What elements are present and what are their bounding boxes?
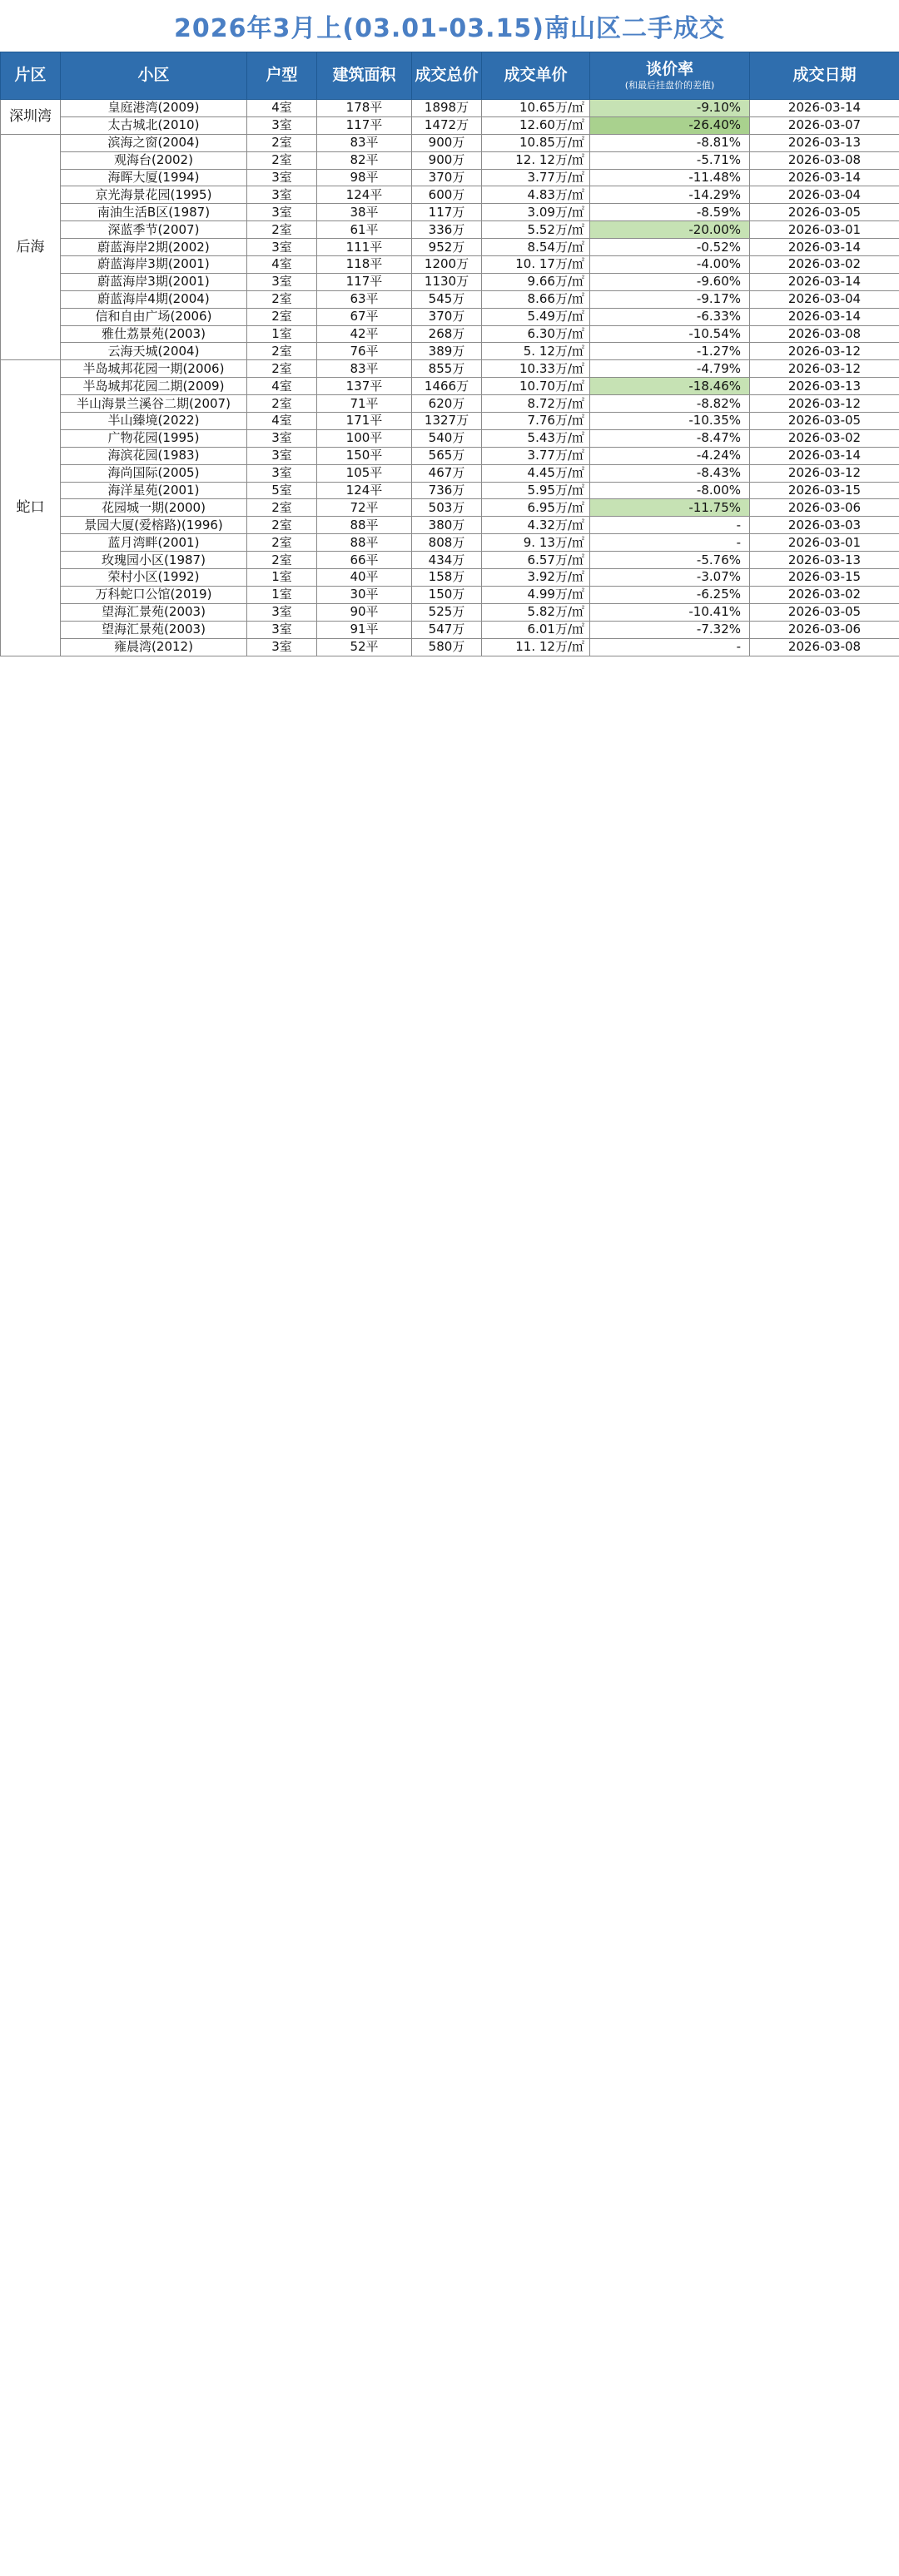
cell-discount: -9.10% <box>590 100 750 117</box>
cell-area: 蛇口 <box>1 360 61 656</box>
table-row <box>1 325 899 343</box>
cell-community: 花园城一期(2000) <box>61 499 247 517</box>
table-row <box>1 464 899 482</box>
header-discount-note: (和最后挂盘价的差值) <box>624 79 715 91</box>
header-area: 片区 <box>1 52 61 100</box>
cell-discount: -10.54% <box>590 325 750 343</box>
cell-community: 信和自由广场(2006) <box>61 308 247 325</box>
cell-total: 1130万 <box>412 273 482 290</box>
table-row <box>1 116 899 134</box>
header-rooms: 户型 <box>247 52 317 100</box>
table-row <box>1 447 899 464</box>
cell-total: 158万 <box>412 569 482 587</box>
cell-community: 半岛城邦花园二期(2009) <box>61 378 247 395</box>
header-date: 成交日期 <box>750 52 899 100</box>
cell-total: 736万 <box>412 482 482 499</box>
cell-unit: 4.32万/㎡ <box>482 517 590 534</box>
cell-rooms: 3室 <box>247 116 317 134</box>
cell-community: 南油生活B区(1987) <box>61 204 247 221</box>
table-row <box>1 586 899 603</box>
cell-discount: -9.17% <box>590 290 750 308</box>
cell-total: 389万 <box>412 343 482 360</box>
table-row <box>1 569 899 587</box>
cell-date: 2026-03-02 <box>750 429 899 447</box>
cell-community: 蔚蓝海岸3期(2001) <box>61 256 247 274</box>
cell-date: 2026-03-01 <box>750 221 899 239</box>
cell-date: 2026-03-08 <box>750 325 899 343</box>
cell-date: 2026-03-13 <box>750 552 899 569</box>
cell-rooms: 3室 <box>247 186 317 204</box>
cell-size: 38平 <box>317 204 412 221</box>
cell-community: 京光海景花园(1995) <box>61 186 247 204</box>
cell-date: 2026-03-07 <box>750 116 899 134</box>
table-row <box>1 204 899 221</box>
table-row <box>1 517 899 534</box>
cell-size: 117平 <box>317 273 412 290</box>
cell-total: 525万 <box>412 603 482 621</box>
table-row <box>1 395 899 413</box>
cell-unit: 5.95万/㎡ <box>482 482 590 499</box>
cell-discount: -18.46% <box>590 378 750 395</box>
cell-date: 2026-03-14 <box>750 100 899 117</box>
cell-size: 117平 <box>317 116 412 134</box>
cell-rooms: 1室 <box>247 586 317 603</box>
cell-total: 600万 <box>412 186 482 204</box>
cell-total: 268万 <box>412 325 482 343</box>
cell-rooms: 2室 <box>247 360 317 378</box>
cell-discount: -4.79% <box>590 360 750 378</box>
table-row <box>1 134 899 151</box>
cell-size: 82平 <box>317 151 412 169</box>
cell-unit: 4.45万/㎡ <box>482 464 590 482</box>
cell-date: 2026-03-14 <box>750 273 899 290</box>
cell-total: 565万 <box>412 447 482 464</box>
cell-size: 67平 <box>317 308 412 325</box>
cell-total: 467万 <box>412 464 482 482</box>
cell-unit: 8.66万/㎡ <box>482 290 590 308</box>
cell-size: 178平 <box>317 100 412 117</box>
cell-unit: 4.83万/㎡ <box>482 186 590 204</box>
table-row <box>1 360 899 378</box>
cell-discount: - <box>590 517 750 534</box>
cell-discount: -8.59% <box>590 204 750 221</box>
table-row <box>1 499 899 517</box>
cell-size: 111平 <box>317 239 412 256</box>
cell-size: 105平 <box>317 464 412 482</box>
cell-community: 深蓝季节(2007) <box>61 221 247 239</box>
cell-unit: 10.65万/㎡ <box>482 100 590 117</box>
cell-rooms: 2室 <box>247 221 317 239</box>
cell-discount: -11.48% <box>590 169 750 186</box>
cell-community: 半山臻境(2022) <box>61 413 247 430</box>
cell-rooms: 4室 <box>247 100 317 117</box>
cell-total: 808万 <box>412 534 482 552</box>
cell-discount: -4.24% <box>590 447 750 464</box>
cell-community: 玫瑰园小区(1987) <box>61 552 247 569</box>
table-row <box>1 621 899 638</box>
cell-unit: 3.92万/㎡ <box>482 569 590 587</box>
cell-rooms: 2室 <box>247 552 317 569</box>
cell-total: 1327万 <box>412 413 482 430</box>
cell-discount: -14.29% <box>590 186 750 204</box>
cell-rooms: 3室 <box>247 603 317 621</box>
table-row <box>1 552 899 569</box>
cell-total: 380万 <box>412 517 482 534</box>
cell-community: 太古城北(2010) <box>61 116 247 134</box>
cell-date: 2026-03-12 <box>750 395 899 413</box>
cell-discount: -8.00% <box>590 482 750 499</box>
cell-unit: 8.54万/㎡ <box>482 239 590 256</box>
cell-total: 580万 <box>412 638 482 656</box>
cell-rooms: 1室 <box>247 569 317 587</box>
cell-size: 100平 <box>317 429 412 447</box>
cell-discount: -5.71% <box>590 151 750 169</box>
table-row <box>1 273 899 290</box>
cell-discount: -8.43% <box>590 464 750 482</box>
cell-date: 2026-03-06 <box>750 621 899 638</box>
cell-unit: 10.33万/㎡ <box>482 360 590 378</box>
table-row <box>1 100 899 117</box>
cell-size: 52平 <box>317 638 412 656</box>
cell-unit: 5.43万/㎡ <box>482 429 590 447</box>
cell-community: 海洋星苑(2001) <box>61 482 247 499</box>
cell-date: 2026-03-15 <box>750 569 899 587</box>
cell-unit: 7.76万/㎡ <box>482 413 590 430</box>
cell-total: 900万 <box>412 134 482 151</box>
cell-rooms: 2室 <box>247 534 317 552</box>
cell-date: 2026-03-04 <box>750 290 899 308</box>
cell-discount: -8.47% <box>590 429 750 447</box>
cell-community: 荣村小区(1992) <box>61 569 247 587</box>
cell-community: 半山海景兰溪谷二期(2007) <box>61 395 247 413</box>
cell-rooms: 3室 <box>247 638 317 656</box>
cell-discount: -6.25% <box>590 586 750 603</box>
cell-unit: 3.77万/㎡ <box>482 447 590 464</box>
cell-size: 118平 <box>317 256 412 274</box>
cell-size: 61平 <box>317 221 412 239</box>
cell-total: 503万 <box>412 499 482 517</box>
cell-discount: -4.00% <box>590 256 750 274</box>
header-total: 成交总价 <box>412 52 482 100</box>
cell-size: 42平 <box>317 325 412 343</box>
cell-total: 952万 <box>412 239 482 256</box>
cell-unit: 12.60万/㎡ <box>482 116 590 134</box>
cell-rooms: 2室 <box>247 499 317 517</box>
cell-size: 71平 <box>317 395 412 413</box>
cell-size: 90平 <box>317 603 412 621</box>
cell-community: 海滨花园(1983) <box>61 447 247 464</box>
cell-total: 900万 <box>412 151 482 169</box>
cell-total: 370万 <box>412 308 482 325</box>
cell-community: 蓝月湾畔(2001) <box>61 534 247 552</box>
cell-rooms: 2室 <box>247 517 317 534</box>
cell-total: 150万 <box>412 586 482 603</box>
cell-size: 88平 <box>317 517 412 534</box>
cell-date: 2026-03-02 <box>750 586 899 603</box>
cell-discount: -20.00% <box>590 221 750 239</box>
cell-unit: 11. 12万/㎡ <box>482 638 590 656</box>
cell-unit: 6.30万/㎡ <box>482 325 590 343</box>
cell-rooms: 3室 <box>247 464 317 482</box>
cell-total: 1466万 <box>412 378 482 395</box>
cell-date: 2026-03-12 <box>750 360 899 378</box>
cell-area: 深圳湾 <box>1 100 61 135</box>
cell-rooms: 3室 <box>247 621 317 638</box>
cell-community: 蔚蓝海岸4期(2004) <box>61 290 247 308</box>
cell-date: 2026-03-12 <box>750 464 899 482</box>
cell-discount: -1.27% <box>590 343 750 360</box>
cell-rooms: 3室 <box>247 447 317 464</box>
table-row <box>1 221 899 239</box>
cell-rooms: 2室 <box>247 343 317 360</box>
cell-total: 545万 <box>412 290 482 308</box>
table-row <box>1 638 899 656</box>
cell-unit: 6.57万/㎡ <box>482 552 590 569</box>
cell-total: 336万 <box>412 221 482 239</box>
cell-unit: 8.72万/㎡ <box>482 395 590 413</box>
cell-size: 30平 <box>317 586 412 603</box>
cell-size: 88平 <box>317 534 412 552</box>
cell-discount: -5.76% <box>590 552 750 569</box>
cell-date: 2026-03-01 <box>750 534 899 552</box>
cell-rooms: 2室 <box>247 290 317 308</box>
cell-discount: -6.33% <box>590 308 750 325</box>
cell-rooms: 2室 <box>247 151 317 169</box>
cell-size: 83平 <box>317 134 412 151</box>
cell-total: 855万 <box>412 360 482 378</box>
cell-total: 370万 <box>412 169 482 186</box>
cell-community: 海晖大厦(1994) <box>61 169 247 186</box>
header-row <box>1 52 899 100</box>
cell-size: 76平 <box>317 343 412 360</box>
cell-unit: 9.66万/㎡ <box>482 273 590 290</box>
cell-rooms: 3室 <box>247 239 317 256</box>
cell-unit: 5.52万/㎡ <box>482 221 590 239</box>
cell-unit: 3.09万/㎡ <box>482 204 590 221</box>
cell-rooms: 2室 <box>247 308 317 325</box>
cell-unit: 10.70万/㎡ <box>482 378 590 395</box>
cell-total: 1200万 <box>412 256 482 274</box>
cell-total: 620万 <box>412 395 482 413</box>
cell-discount: - <box>590 534 750 552</box>
cell-size: 91平 <box>317 621 412 638</box>
cell-rooms: 4室 <box>247 378 317 395</box>
cell-date: 2026-03-04 <box>750 186 899 204</box>
cell-rooms: 4室 <box>247 413 317 430</box>
cell-date: 2026-03-13 <box>750 378 899 395</box>
cell-date: 2026-03-02 <box>750 256 899 274</box>
cell-date: 2026-03-05 <box>750 413 899 430</box>
cell-total: 547万 <box>412 621 482 638</box>
cell-unit: 10. 17万/㎡ <box>482 256 590 274</box>
cell-size: 137平 <box>317 378 412 395</box>
cell-community: 观海台(2002) <box>61 151 247 169</box>
cell-rooms: 2室 <box>247 395 317 413</box>
cell-rooms: 2室 <box>247 134 317 151</box>
cell-rooms: 5室 <box>247 482 317 499</box>
table-row <box>1 239 899 256</box>
table-row <box>1 378 899 395</box>
table-row <box>1 186 899 204</box>
cell-community: 蔚蓝海岸3期(2001) <box>61 273 247 290</box>
cell-date: 2026-03-13 <box>750 134 899 151</box>
table-row <box>1 343 899 360</box>
cell-size: 150平 <box>317 447 412 464</box>
cell-size: 83平 <box>317 360 412 378</box>
cell-size: 124平 <box>317 482 412 499</box>
cell-total: 434万 <box>412 552 482 569</box>
cell-date: 2026-03-05 <box>750 603 899 621</box>
cell-unit: 5. 12万/㎡ <box>482 343 590 360</box>
header-size: 建筑面积 <box>317 52 412 100</box>
cell-community: 海尚国际(2005) <box>61 464 247 482</box>
cell-date: 2026-03-15 <box>750 482 899 499</box>
cell-unit: 3.77万/㎡ <box>482 169 590 186</box>
table-row <box>1 603 899 621</box>
cell-discount: -10.41% <box>590 603 750 621</box>
cell-rooms: 1室 <box>247 325 317 343</box>
cell-size: 98平 <box>317 169 412 186</box>
table-row <box>1 256 899 274</box>
cell-community: 雍晨湾(2012) <box>61 638 247 656</box>
cell-discount: -26.40% <box>590 116 750 134</box>
cell-unit: 9. 13万/㎡ <box>482 534 590 552</box>
cell-community: 望海汇景苑(2003) <box>61 621 247 638</box>
cell-community: 云海天城(2004) <box>61 343 247 360</box>
header-unit: 成交单价 <box>482 52 590 100</box>
cell-date: 2026-03-14 <box>750 308 899 325</box>
cell-unit: 10.85万/㎡ <box>482 134 590 151</box>
table-row <box>1 482 899 499</box>
cell-total: 1472万 <box>412 116 482 134</box>
cell-rooms: 3室 <box>247 204 317 221</box>
cell-discount: -7.32% <box>590 621 750 638</box>
cell-size: 72平 <box>317 499 412 517</box>
table-row <box>1 169 899 186</box>
cell-community: 广物花园(1995) <box>61 429 247 447</box>
cell-community: 半岛城邦花园一期(2006) <box>61 360 247 378</box>
cell-date: 2026-03-05 <box>750 204 899 221</box>
page-title: 2026年3月上(03.01-03.15)南山区二手成交 <box>173 14 726 43</box>
cell-discount: -8.81% <box>590 134 750 151</box>
cell-discount: -0.52% <box>590 239 750 256</box>
cell-rooms: 3室 <box>247 273 317 290</box>
cell-date: 2026-03-03 <box>750 517 899 534</box>
cell-size: 63平 <box>317 290 412 308</box>
cell-community: 景园大厦(爱榕路)(1996) <box>61 517 247 534</box>
cell-area: 后海 <box>1 134 61 360</box>
cell-rooms: 3室 <box>247 429 317 447</box>
cell-community: 雅仕荔景苑(2003) <box>61 325 247 343</box>
cell-size: 40平 <box>317 569 412 587</box>
cell-total: 540万 <box>412 429 482 447</box>
header-discount <box>590 52 750 100</box>
cell-size: 124平 <box>317 186 412 204</box>
header-community: 小区 <box>61 52 247 100</box>
cell-unit: 6.01万/㎡ <box>482 621 590 638</box>
cell-discount: -10.35% <box>590 413 750 430</box>
cell-community: 万科蛇口公馆(2019) <box>61 586 247 603</box>
cell-date: 2026-03-14 <box>750 169 899 186</box>
transaction-table <box>0 52 899 656</box>
table-row <box>1 413 899 430</box>
cell-rooms: 4室 <box>247 256 317 274</box>
cell-community: 皇庭港湾(2009) <box>61 100 247 117</box>
cell-date: 2026-03-12 <box>750 343 899 360</box>
cell-size: 66平 <box>317 552 412 569</box>
cell-date: 2026-03-06 <box>750 499 899 517</box>
cell-discount: -8.82% <box>590 395 750 413</box>
header-discount-label: 谈价率 <box>645 59 693 78</box>
cell-total: 1898万 <box>412 100 482 117</box>
cell-unit: 4.99万/㎡ <box>482 586 590 603</box>
cell-total: 117万 <box>412 204 482 221</box>
cell-size: 171平 <box>317 413 412 430</box>
cell-rooms: 3室 <box>247 169 317 186</box>
cell-unit: 6.95万/㎡ <box>482 499 590 517</box>
cell-discount: -3.07% <box>590 569 750 587</box>
cell-unit: 12. 12万/㎡ <box>482 151 590 169</box>
cell-discount: - <box>590 638 750 656</box>
table-row <box>1 308 899 325</box>
table-row <box>1 534 899 552</box>
cell-unit: 5.49万/㎡ <box>482 308 590 325</box>
table-body <box>1 100 899 656</box>
table-row <box>1 151 899 169</box>
cell-date: 2026-03-08 <box>750 638 899 656</box>
cell-unit: 5.82万/㎡ <box>482 603 590 621</box>
cell-date: 2026-03-08 <box>750 151 899 169</box>
cell-community: 滨海之窗(2004) <box>61 134 247 151</box>
cell-date: 2026-03-14 <box>750 239 899 256</box>
cell-discount: -11.75% <box>590 499 750 517</box>
cell-community: 望海汇景苑(2003) <box>61 603 247 621</box>
cell-community: 蔚蓝海岸2期(2002) <box>61 239 247 256</box>
cell-discount: -9.60% <box>590 273 750 290</box>
table-row <box>1 290 899 308</box>
table-row <box>1 429 899 447</box>
cell-date: 2026-03-14 <box>750 447 899 464</box>
